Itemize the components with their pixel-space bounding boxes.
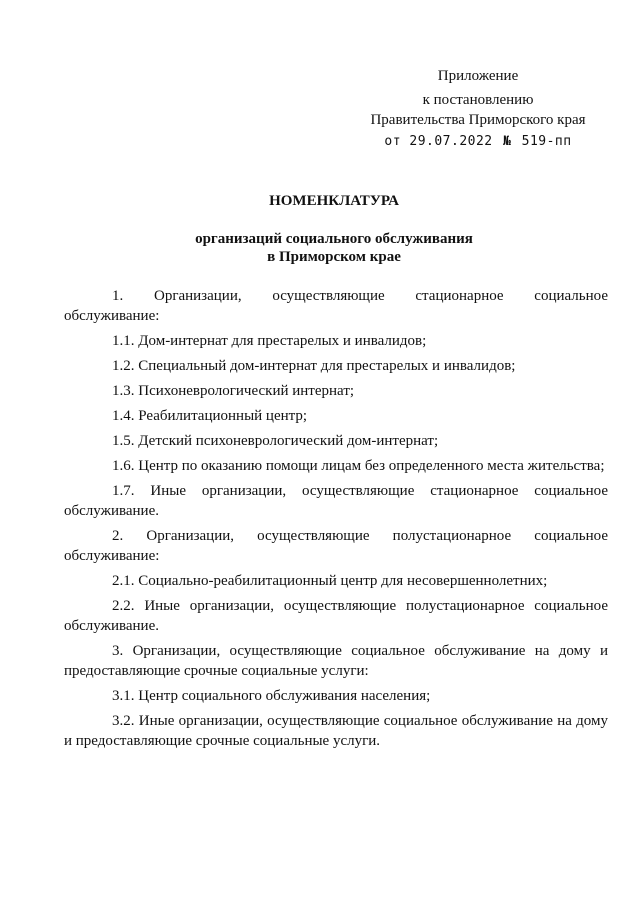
list-item: 2.1. Социально-реабилитационный центр для несовершеннолетних;: [112, 573, 548, 589]
list-item: 1.7. Иные организации, осуществляющие стационарное социальное обслуживание.: [64, 483, 608, 519]
document-title-block: [60, 191, 608, 266]
resolution-reference-line2: Правительства Приморского края: [370, 112, 586, 128]
list-item: 1.5. Детский психоневрологический дом-интернат;: [112, 433, 439, 449]
list-item: 1. Организации, осуществляющие стационарное социальное обслуживание:: [64, 288, 608, 324]
list-item: 1.6. Центр по оказанию помощи лицам без определенного места жительства;: [112, 458, 605, 474]
nomenclature-list: [64, 286, 608, 756]
document-subtitle-line2: в Приморском крае: [267, 249, 401, 265]
document-subtitle-line1: организаций социального обслуживания: [195, 231, 473, 247]
resolution-reference-line1: к постановлению: [422, 92, 534, 108]
number-sign: №: [502, 134, 512, 149]
list-item: 1.4. Реабилитационный центр;: [112, 408, 308, 424]
date-number-stamp: [348, 132, 608, 152]
list-item: 1.1. Дом-интернат для престарелых и инвалидов;: [112, 333, 427, 349]
stamp-date: от 29.07.2022: [384, 134, 493, 149]
stamp-number: 519-пп: [521, 134, 572, 149]
list-item: 3.1. Центр социального обслуживания населения;: [112, 688, 431, 704]
appendix-label: Приложение: [437, 68, 519, 84]
appendix-header: [348, 66, 608, 152]
list-item: 3. Организации, осуществляющие социальное обслуживание на дому и предоставляющие срочные социальные услуги:: [64, 643, 608, 679]
list-item: 2. Организации, осуществляющие полустационарное социальное обслуживание:: [64, 528, 608, 564]
document-title: НОМЕНКЛАТУРА: [269, 193, 399, 209]
list-item: 1.3. Психоневрологический интернат;: [112, 383, 355, 399]
list-item: 2.2. Иные организации, осуществляющие полустационарное социальное обслуживание.: [64, 598, 608, 634]
list-item: 3.2. Иные организации, осуществляющие социальное обслуживание на дому и предоставляющие срочные социальные услуги.: [64, 713, 608, 749]
list-item: 1.2. Специальный дом-интернат для престарелых и инвалидов;: [112, 358, 516, 374]
